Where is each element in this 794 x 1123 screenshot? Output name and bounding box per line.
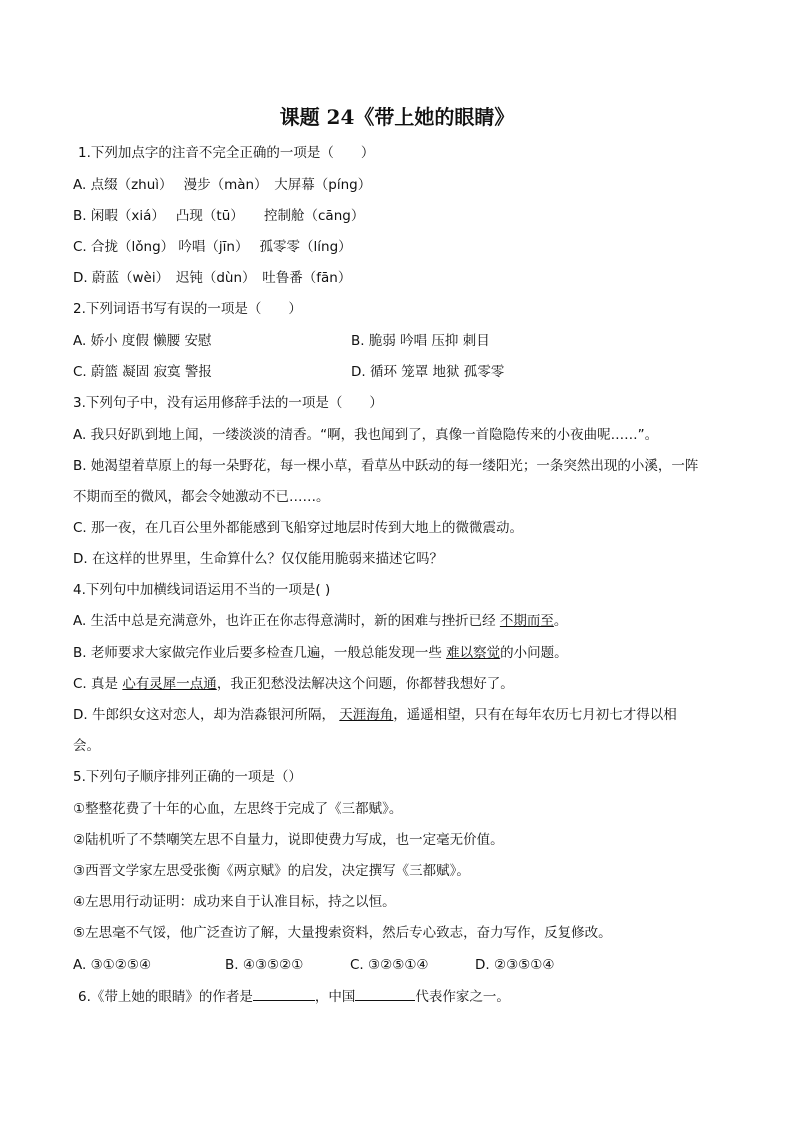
page-title: 课题 24《带上她的眼睛》 (279, 105, 515, 129)
option-b-text-end: 的小问题。 (500, 645, 568, 661)
question-2-option-a: A. 娇小 度假 懒腰 安慰 (73, 333, 212, 349)
question-3-stem: 3.下列句子中，没有运用修辞手法的一项是（ ） (73, 395, 383, 411)
question-5-option-a: A. ③①②⑤④ (73, 957, 152, 973)
option-b-text: B. 老师要求大家做完作业后要多检查几遍，一般总能发现一些 (73, 645, 447, 661)
question-3-option-b: B. 她渴望着草原上的每一朵野花，每一棵小草，看草丛中跃动的每一缕阳光；一条突然出现的小溪，一阵 (73, 458, 699, 474)
question-2-option-b: B. 脆弱 吟唱 压抑 刺目 (351, 333, 490, 349)
option-c-text: C. 真是 (73, 676, 123, 692)
question-1-option-d: D. 蔚蓝（wèi） 迟钝（dùn） 吐鲁番（fān） (73, 270, 352, 286)
question-5-option-b: B. ④③⑤②① (225, 957, 304, 973)
question-1-option-a: A. 点缀（zhuì） 漫步（màn） 大屏幕（píng） (73, 177, 372, 193)
option-a-text-end: 。 (553, 613, 568, 629)
question-1-option-c: C. 合拢（lǒng） 吟唱（jīn） 孤零零（líng） (73, 239, 352, 255)
underlined-term: 难以察觉 (446, 645, 501, 661)
question-3-option-d: D. 在这样的世界里，生命算什么？仅仅能用脆弱来描述它吗？ (73, 551, 443, 567)
option-d-text: D. 牛郎织女这对恋人，却为浩淼银河所隔， (73, 707, 340, 723)
option-c-text-end: ，我正犯愁没法解决这个问题，你都替我想好了。 (216, 676, 514, 692)
question-2-option-d: D. 循环 笼罩 地狱 孤零零 (351, 364, 505, 380)
question-4-option-b (73, 643, 734, 663)
question-6-text: 6.《带上她的眼睛》的作者是 (78, 989, 253, 1005)
underlined-term: 心有灵犀一点通 (122, 676, 217, 692)
question-3-option-c: C. 那一夜，在几百公里外都能感到飞船穿过地层时传到大地上的微微震动。 (73, 520, 524, 536)
question-5-stem: 5.下列句子顺序排列正确的一项是（） (73, 769, 302, 785)
question-3-option-b-cont: 不期而至的微风，都会令她激动不已……。 (73, 489, 330, 505)
option-d-text-end: ，遥遥相望，只有在每年农历七月初七才得以相 (393, 707, 677, 723)
question-2-row-1 (73, 331, 734, 351)
question-1-option-b: B. 闲暇（xiá） 凸现（tū） 控制舱（cāng） (73, 208, 365, 224)
question-5-option-d: D. ②③⑤①④ (475, 957, 555, 973)
question-5-sentence-3: ③西晋文学家左思受张衡《两京赋》的启发，决定撰写《三都赋》。 (73, 863, 470, 879)
question-3-option-a: A. 我只好趴到地上闻，一缕淡淡的清香。“啊，我也闻到了，真像一首隐隐传来的小夜曲呢……”。 (73, 427, 659, 443)
question-6-text-mid: ，中国 (314, 989, 356, 1005)
question-5-option-c: C. ③②⑤①④ (350, 957, 429, 973)
question-2-option-c: C. 蔚篮 凝固 寂寞 警报 (73, 364, 212, 380)
question-2-row-2 (73, 362, 734, 382)
answer-blank-genre[interactable] (355, 986, 415, 1001)
question-5-sentence-5: ⑤左思毫不气馁，他广泛查访了解，大量搜索资料，然后专心致志，奋力写作，反复修改。 (73, 925, 612, 941)
question-5-sentence-4: ④左思用行动证明：成功来自于认准目标，持之以恒。 (73, 894, 396, 910)
question-5-sentence-1: ①整整花费了十年的心血，左思终于完成了《三都赋》。 (73, 801, 403, 817)
question-5-options (73, 955, 734, 975)
question-1-stem: 1.下列加点字的注音不完全正确的一项是（ ） (78, 145, 375, 161)
underlined-term: 不期而至 (499, 613, 554, 629)
question-2-stem: 2.下列词语书写有误的一项是（ ） (73, 301, 302, 317)
question-6-text-end: 代表作家之一。 (415, 989, 510, 1005)
underlined-term: 天涯海角 (339, 707, 394, 723)
answer-blank-author[interactable] (253, 986, 315, 1001)
question-4-option-a (73, 611, 734, 631)
question-4-stem: 4.下列句中加横线词语运用不当的一项是( ) (73, 582, 331, 598)
question-5-sentence-2: ②陆机听了不禁嘲笑左思不自量力，说即使费力写成，也一定毫无价值。 (73, 832, 504, 848)
question-4-option-d-cont: 会。 (73, 738, 100, 754)
question-4-option-d (73, 705, 734, 725)
question-4-option-c (73, 674, 734, 694)
option-a-text: A. 生活中总是充满意外，也许正在你志得意满时，新的困难与挫折已经 (73, 613, 500, 629)
question-6 (78, 986, 734, 1007)
